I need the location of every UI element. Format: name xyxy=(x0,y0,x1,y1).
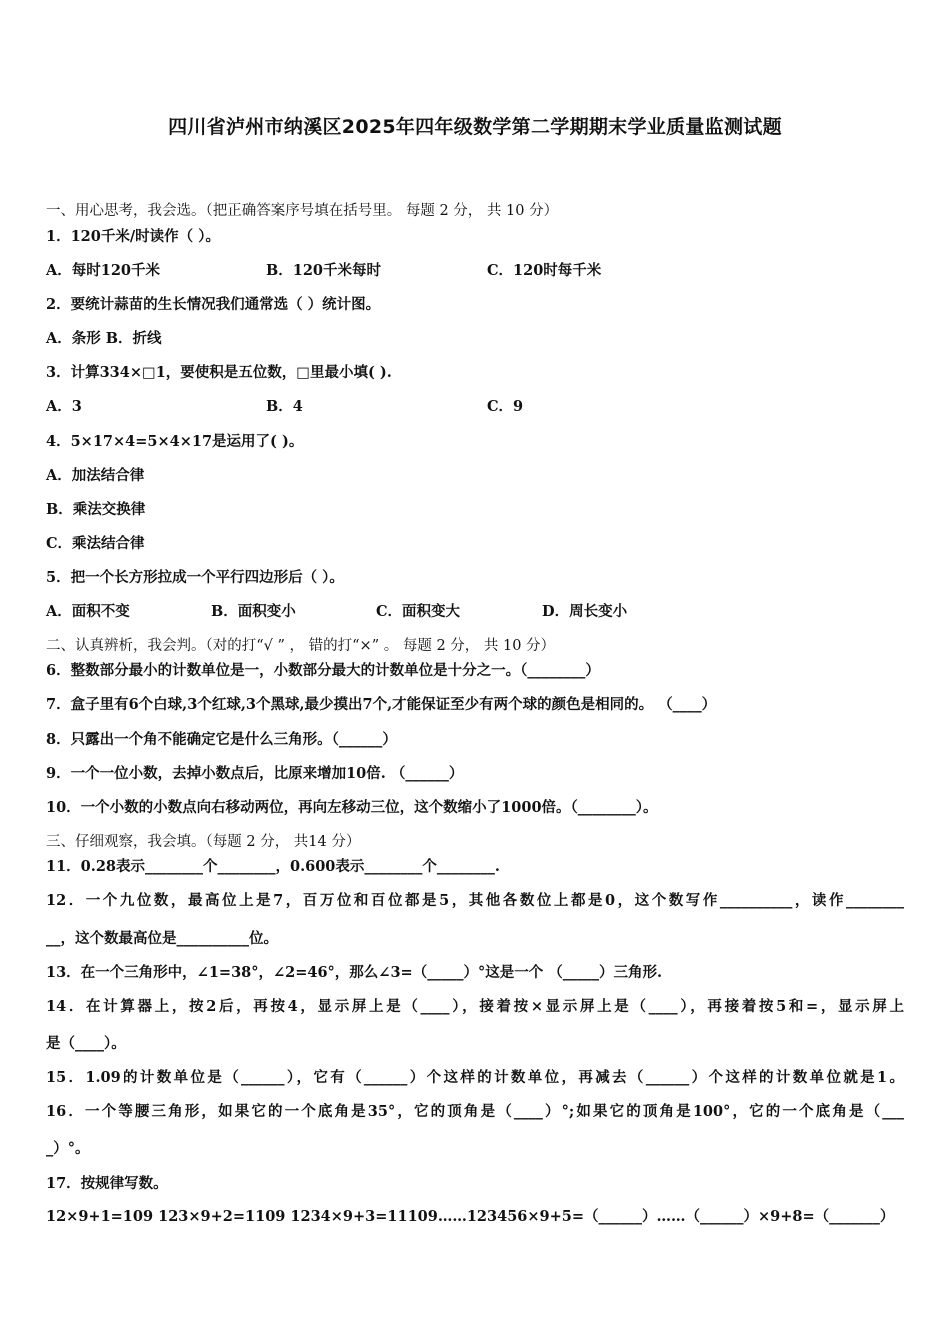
question-1-stem: 1．120千米/时读作（ ）。 xyxy=(46,228,220,245)
question-11: 11．0.28表示________个________，0.600表示________个________. xyxy=(46,858,500,875)
section-3-heading: 三、仔细观察，我会填。（每题 2 分， 共14 分） xyxy=(46,834,361,850)
question-3-stem: 3．计算334×□1，要使积是五位数，□里最小填( ). xyxy=(46,364,392,381)
question-4-stem: 4．5×17×4=5×4×17是运用了( )。 xyxy=(46,433,304,450)
question-4-option-a: A．加法结合律 xyxy=(46,467,145,484)
section-1-heading: 一、用心思考，我会选。（把正确答案序号填在括号里。 每题 2 分， 共 10 分） xyxy=(46,203,559,219)
question-8: 8．只露出一个角不能确定它是什么三角形。（______） xyxy=(46,731,397,748)
question-5-stem: 5．把一个长方形拉成一个平行四边形后（ ）。 xyxy=(46,569,344,586)
question-3-option-c: C．9 xyxy=(487,398,524,415)
question-7: 7．盒子里有6个白球,3个红球,3个黑球,最少摸出7个,才能保证至少有两个球的颜色是相同的。 （____） xyxy=(46,696,717,713)
question-3-option-a: A．3 xyxy=(46,398,82,415)
question-12-line-2: __，这个数最高位是__________位。 xyxy=(46,930,278,947)
question-9: 9．一个一位小数，去掉小数点后，比原来增加10倍. （______） xyxy=(46,765,464,782)
question-2-stem: 2．要统计蒜苗的生长情况我们通常选（ ）统计图。 xyxy=(46,296,381,313)
question-17-pattern: 12×9+1=109 123×9+2=1109 1234×9+3=11109……123456×9+5=（______）……（______）×9+8=（_______） xyxy=(46,1208,895,1225)
question-1-option-b: B．120千米每时 xyxy=(266,262,382,279)
question-12-line-1: 12．一个九位数，最高位上是7，百万位和百位都是5，其他各数位上都是0，这个数写作__________，读作________ xyxy=(46,892,904,909)
section-2-heading: 二、认真辨析，我会判。（对的打“√ ” ， 错的打“×” 。 每题 2 分， 共 10 分） xyxy=(46,638,556,654)
question-14-line-1: 14．在计算器上，按2后，再按4，显示屏上是（____），接着按×显示屏上是（____），再接着按5和=，显示屏上 xyxy=(46,998,904,1015)
question-5-option-b: B．面积变小 xyxy=(211,603,296,620)
question-5-option-d: D．周长变小 xyxy=(542,603,628,620)
question-15: 15．1.09的计数单位是（______），它有（______）个这样的计数单位，再减去（______）个这样的计数单位就是1。 xyxy=(46,1069,904,1086)
question-3-option-b: B．4 xyxy=(266,398,303,415)
question-1-option-c: C．120时每千米 xyxy=(487,262,602,279)
question-6: 6．整数部分最小的计数单位是一，小数部分最大的计数单位是十分之一。（________） xyxy=(46,662,600,679)
question-2-options: A．条形 B．折线 xyxy=(46,330,162,347)
question-4-option-b: B．乘法交换律 xyxy=(46,501,146,518)
question-17-stem: 17．按规律写数。 xyxy=(46,1175,168,1192)
question-5-option-a: A．面积不变 xyxy=(46,603,130,620)
question-13: 13．在一个三角形中，∠1=38°，∠2=46°，那么∠3=（_____）°这是一个 （_____）三角形. xyxy=(46,964,663,981)
question-1-option-a: A．每时120千米 xyxy=(46,262,161,279)
question-4-option-c: C．乘法结合律 xyxy=(46,535,145,552)
page-title: 四川省泸州市纳溪区2025年四年级数学第二学期期末学业质量监测试题 xyxy=(168,116,782,138)
question-16-line-2: _）°。 xyxy=(46,1140,90,1157)
question-5-option-c: C．面积变大 xyxy=(376,603,461,620)
question-16-line-1: 16．一个等腰三角形，如果它的一个底角是35°，它的顶角是（____）°;如果它的顶角是100°，它的一个底角是（___ xyxy=(46,1103,904,1120)
question-10: 10．一个小数的小数点向右移动两位，再向左移动三位，这个数缩小了1000倍。（________）。 xyxy=(46,799,658,816)
question-14-line-2: 是（____）。 xyxy=(46,1035,126,1052)
